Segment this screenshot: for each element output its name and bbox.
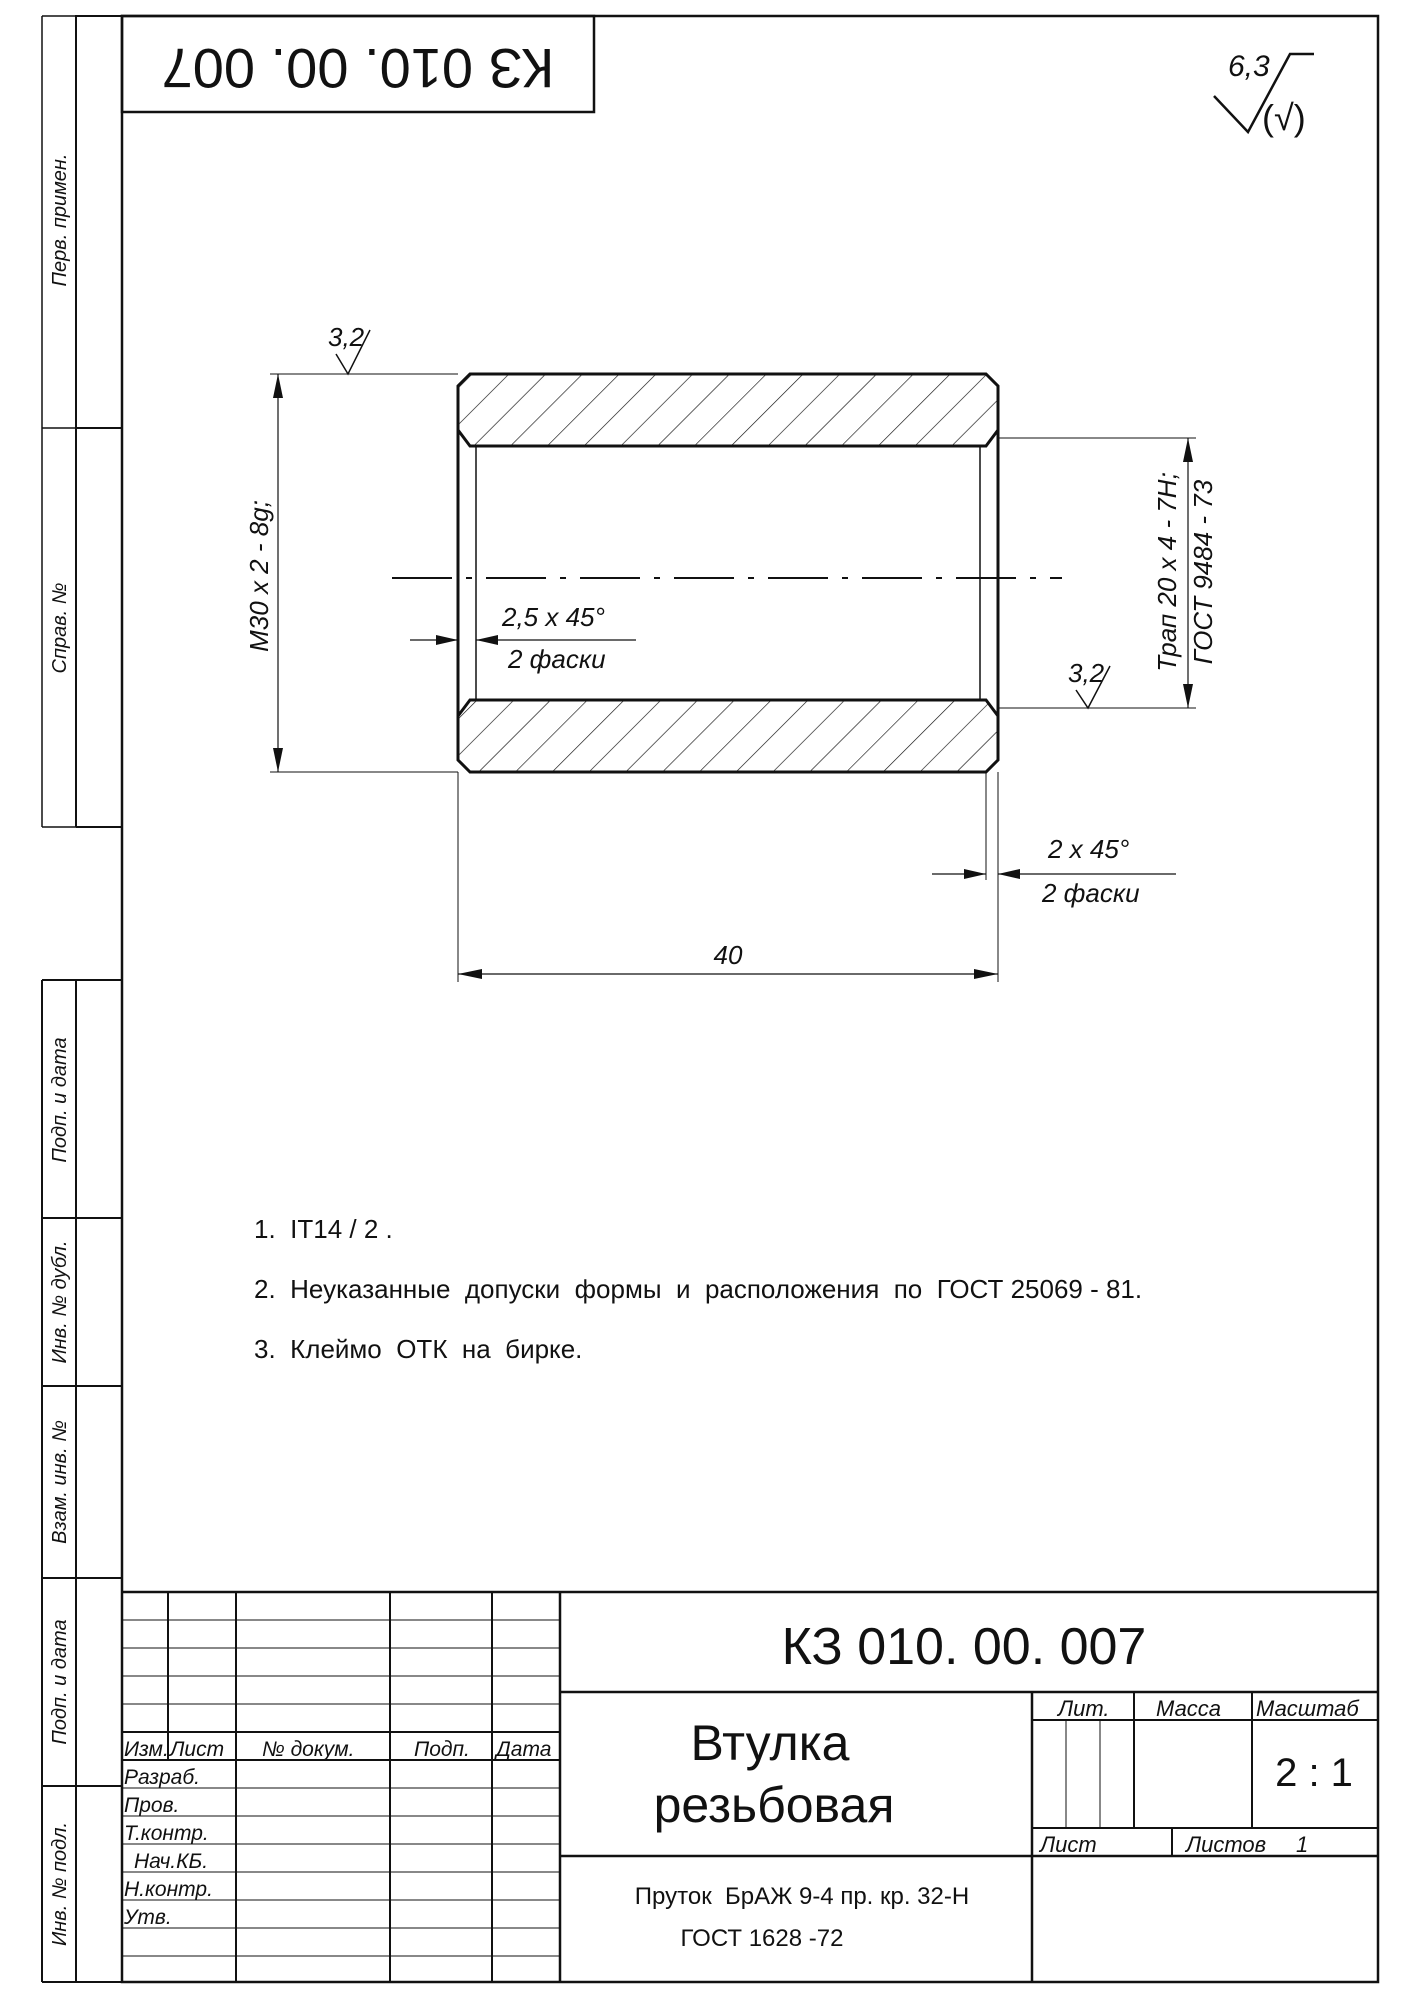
list-label: Лист bbox=[1040, 1832, 1097, 1857]
thread-inner-label-1: Трап 20 х 4 - 7Н; bbox=[1152, 472, 1182, 672]
side-label-podp2: Подп. и дата bbox=[49, 1619, 71, 1745]
part-name-line-2: резьбовая bbox=[653, 1777, 895, 1833]
chamfer-left-label: 2,5 х 45° bbox=[502, 602, 605, 632]
material-line-1: Пруток БрАЖ 9-4 пр. кр. 32-Н bbox=[634, 1883, 970, 1910]
roughness-general-value: 6,3 bbox=[1228, 50, 1270, 83]
side-labels bbox=[49, 154, 71, 1947]
header-izm: Изм. bbox=[124, 1738, 169, 1761]
length-label: 40 bbox=[713, 940, 743, 970]
roughness-general-note: (√) bbox=[1262, 97, 1306, 138]
chamfer-left-note: 2 фаски bbox=[508, 644, 606, 674]
role-utv: Утв. bbox=[124, 1906, 172, 1929]
title-block-texts bbox=[123, 1618, 1360, 1952]
top-code-rotated: КЗ 010. 00. 007 bbox=[161, 37, 555, 101]
technical-notes bbox=[254, 1214, 1142, 1364]
chamfer-right-note: 2 фаски bbox=[1042, 878, 1140, 908]
lit-label: Лит. bbox=[1058, 1696, 1110, 1721]
side-label-sprav: Справ. № bbox=[49, 582, 71, 674]
header-data: Дата bbox=[496, 1738, 552, 1761]
header-podp: Подп. bbox=[414, 1738, 470, 1761]
roughness-general-mark bbox=[1214, 50, 1314, 138]
header-doc: № докум. bbox=[262, 1738, 355, 1761]
wall-bottom-section bbox=[458, 700, 998, 772]
material-line-2: ГОСТ 1628 -72 bbox=[680, 1925, 844, 1952]
chamfer-right-label: 2 х 45° bbox=[1048, 834, 1130, 864]
side-label-inv-podl: Инв. № подл. bbox=[49, 1821, 71, 1947]
side-label-podp1: Подп. и дата bbox=[49, 1037, 71, 1163]
note-3: 3. Клеймо ОТК на бирке. bbox=[254, 1334, 583, 1364]
thread-outer-label: М30 х 2 - 8g; bbox=[244, 500, 274, 652]
note-1: 1. IT14 / 2 . bbox=[254, 1214, 393, 1244]
role-nkontr: Н.контр. bbox=[124, 1878, 213, 1901]
wall-top-section bbox=[458, 374, 998, 446]
sheet-frame bbox=[42, 16, 1378, 1982]
header-list: Лист bbox=[170, 1738, 225, 1761]
side-label-inv-dubl: Инв. № дубл. bbox=[49, 1240, 71, 1364]
part-name-line-1: Втулка bbox=[690, 1715, 850, 1771]
thread-inner-label-2: ГОСТ 9484 - 73 bbox=[1188, 479, 1218, 665]
listov-label: Листов bbox=[1186, 1832, 1267, 1857]
masshtab-label: Масштаб bbox=[1256, 1696, 1359, 1721]
side-label-perv: Перв. примен. bbox=[49, 153, 71, 287]
side-label-vzam: Взам. инв. № bbox=[49, 1420, 71, 1544]
roughness-outer-value: 3,2 bbox=[328, 322, 365, 352]
roughness-inner-value: 3,2 bbox=[1068, 658, 1105, 688]
role-nachkb: Нач.КБ. bbox=[134, 1850, 209, 1873]
title-block-code: КЗ 010. 00. 007 bbox=[781, 1618, 1147, 1676]
role-prov: Пров. bbox=[124, 1794, 180, 1817]
note-2: 2. Неуказанные допуски формы и расположения по ГОСТ 25069 - 81. bbox=[254, 1274, 1143, 1304]
role-razrab: Разраб. bbox=[124, 1766, 200, 1789]
scale-value: 2 : 1 bbox=[1275, 1751, 1353, 1795]
role-tkontr: Т.контр. bbox=[124, 1822, 209, 1845]
listov-value: 1 bbox=[1296, 1832, 1309, 1857]
massa-label: Масса bbox=[1156, 1696, 1222, 1721]
